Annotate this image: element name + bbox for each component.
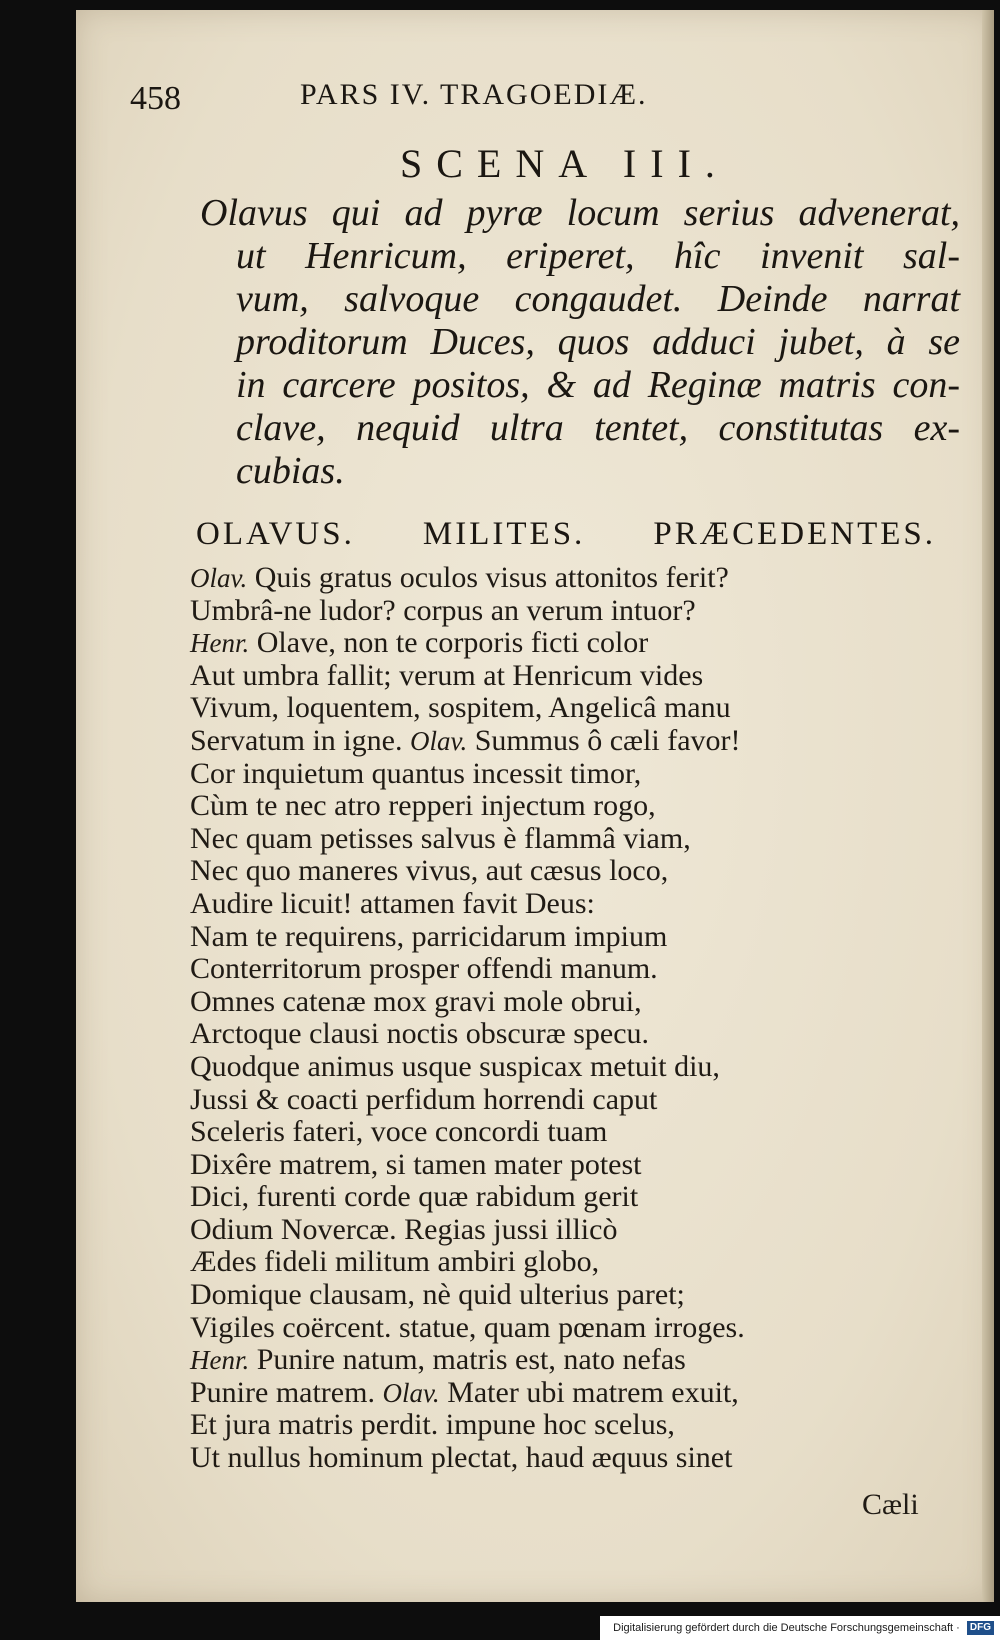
verse-text: Aut umbra fallit; verum at Henricum vides (190, 658, 704, 692)
verse-line (190, 725, 870, 758)
verse-text: Et jura matris perdit. impune hoc scelus, (190, 1408, 675, 1442)
verse-line (190, 627, 870, 660)
verse-line (190, 1116, 870, 1149)
verse-text: Olave, non te corporis ficti color (256, 626, 649, 660)
verse-text: Conterritorum prosper offendi manum. (190, 952, 658, 986)
argument-line: in carcere positos, & ad Reginæ matris con- (236, 364, 960, 406)
verse-text: Punire natum, matris est, nato nefas (256, 1343, 686, 1377)
argument-line: clave, nequid ultra tentet, constitutas ex- (236, 407, 960, 449)
verse-text: Mater ubi matrem exuit, (447, 1375, 739, 1409)
verse-text: Nam te requirens, parricidarum impium (190, 919, 668, 953)
dramatis-personae: OLAVUS. MILITES. PRÆCEDENTES. (196, 516, 936, 552)
verse-line (190, 1377, 870, 1410)
verse-text: Umbrâ-ne ludor? corpus an verum intuor? (190, 593, 696, 627)
speaker-label: Olav. (382, 1377, 440, 1408)
verse-text: Nec quo maneres vivus, aut cæsus loco, (190, 854, 669, 888)
verse-line (190, 823, 870, 856)
verse-line (190, 986, 870, 1019)
verse-text: Jussi & coacti perfidum horrendi caput (190, 1082, 658, 1116)
verse-line (190, 1442, 870, 1475)
speaker-label: Olav. (190, 563, 248, 593)
argument-line: Olavus qui ad pyræ locum serius advenerat, (200, 192, 960, 234)
verse-text: Domique clausam, nè quid ulterius paret; (190, 1278, 685, 1312)
verse-line (190, 692, 870, 725)
dfg-logo-icon: DFG (967, 1621, 994, 1635)
argument-line: ut Henricum, eriperet, hîc invenit sal- (236, 235, 960, 277)
verse-text: Odium Novercæ. Regias jussi illicò (190, 1212, 618, 1246)
verse-line (190, 1344, 870, 1377)
verse-line (190, 1149, 870, 1182)
page-number: 458 (130, 80, 181, 117)
speaker-label: Henr. (190, 1345, 250, 1376)
verse-text: Arctoque clausi noctis obscuræ specu. (190, 1017, 650, 1051)
verse-line (190, 1312, 870, 1345)
verse-line (190, 1051, 870, 1084)
verse-line (190, 1279, 870, 1312)
page-edge (982, 10, 994, 1602)
verse-text: Summus ô cæli favor! (474, 723, 741, 757)
verse-text: Cùm te nec atro repperi injectum rogo, (190, 789, 656, 823)
verse-text: Omnes catenæ mox gravi mole obrui, (190, 984, 642, 1018)
argument-line: proditorum Duces, quos adduci jubet, à se (236, 321, 960, 363)
catchword: Cæli (862, 1488, 919, 1521)
verse-line (190, 1018, 870, 1051)
running-title: PARS IV. TRAGOEDIÆ. (300, 78, 648, 111)
scene-argument (200, 192, 960, 493)
verse-line (190, 660, 870, 693)
verse-line (190, 921, 870, 954)
verse-text: Dici, furenti corde quæ rabidum gerit (190, 1180, 639, 1214)
verse-line (190, 1409, 870, 1442)
verse-line (190, 1214, 870, 1247)
verse-text: Nec quam petisses salvus è flammâ viam, (190, 821, 691, 855)
verse-text: Punire matrem. (190, 1375, 375, 1409)
verse-line (190, 562, 870, 595)
running-head (130, 74, 790, 124)
verse-line (190, 758, 870, 791)
verse-block (190, 562, 870, 1475)
verse-line (190, 888, 870, 921)
verse-text: Vivum, loquentem, sospitem, Angelicâ manu (190, 691, 731, 725)
verse-text: Sceleris fateri, voce concordi tuam (190, 1115, 608, 1149)
verse-text: Quis gratus oculos visus attonitos ferit? (254, 561, 729, 594)
argument-line: vum, salvoque congaudet. Deinde narrat (236, 278, 960, 320)
verse-text: Cor inquietum quantus incessit timor, (190, 756, 642, 790)
verse-text: Ut nullus hominum plectat, haud æquus sinet (190, 1441, 733, 1475)
verse-line (190, 790, 870, 823)
scene-heading: SCENA III. (400, 141, 729, 186)
verse-text: Dixêre matrem, si tamen mater potest (190, 1147, 642, 1181)
verse-text: Audire licuit! attamen favit Deus: (190, 886, 595, 920)
footer-text: Digitalisierung gefördert durch die Deutsche Forschungsgemeinschaft · (613, 1622, 960, 1634)
verse-line (190, 953, 870, 986)
verse-text: Ædes fideli militum ambiri globo, (190, 1245, 600, 1279)
verse-text: Servatum in igne. (190, 723, 403, 757)
verse-line (190, 595, 870, 628)
speaker-label: Henr. (190, 628, 250, 659)
speaker-label: Olav. (409, 725, 468, 756)
verse-line (190, 1246, 870, 1279)
verse-line (190, 1181, 870, 1214)
verse-line (190, 855, 870, 888)
digitization-footer (600, 1616, 1000, 1640)
verse-text: Vigiles coërcent. statue, quam pœnam irroges. (190, 1310, 745, 1344)
verse-line (190, 1084, 870, 1117)
argument-line: cubias. (236, 450, 345, 492)
verse-text: Quodque animus usque suspicax metuit diu, (190, 1049, 720, 1083)
